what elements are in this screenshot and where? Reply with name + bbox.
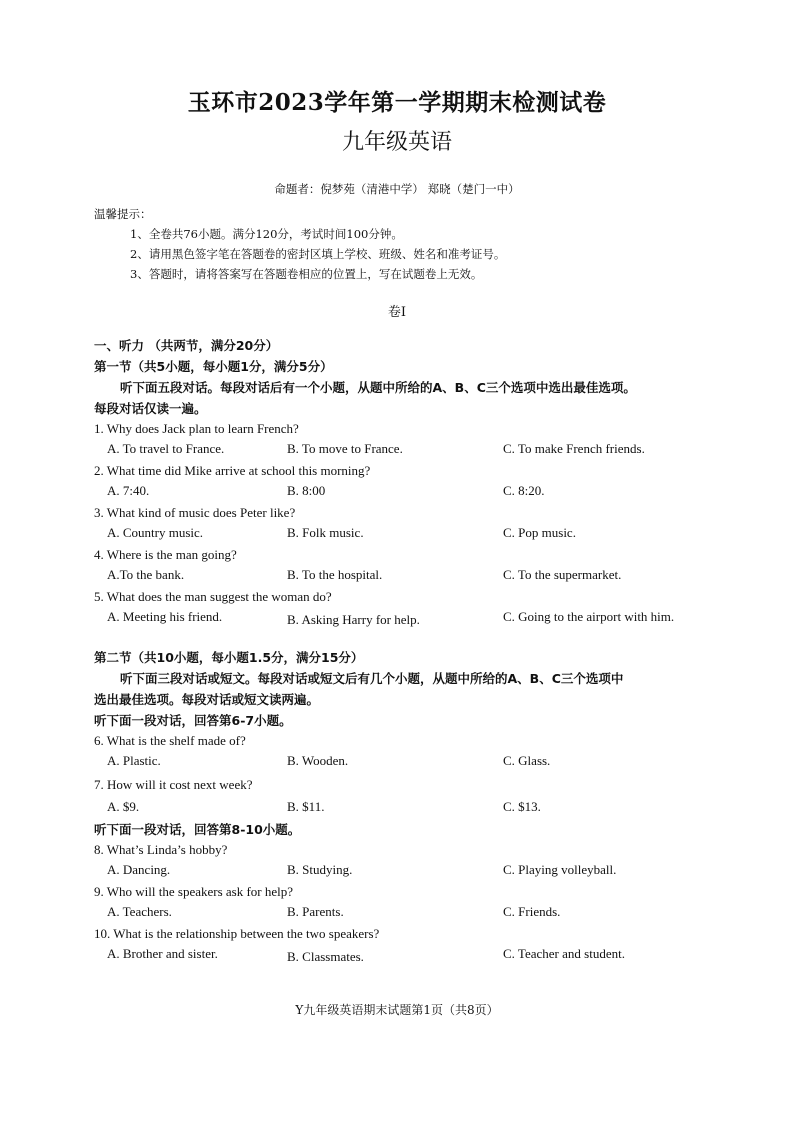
options-row: [94, 751, 714, 775]
option-c: C. Friends.: [503, 904, 561, 919]
option-c: C. To the supermarket.: [503, 567, 622, 582]
exam-subtitle: 九年级英语: [341, 130, 452, 155]
option-b: B. Classmates.: [287, 949, 364, 964]
question-block: [94, 461, 714, 503]
option-c: C. Going to the airport with him.: [503, 609, 675, 624]
option-b: B. Studying.: [287, 862, 353, 877]
question-text: 2. What time did Mike arrive at school this morning?: [94, 463, 371, 478]
option-c: C. Teacher and student.: [503, 946, 625, 961]
option-a: A. To travel to France.: [107, 441, 225, 456]
option-b: B. Wooden.: [287, 753, 349, 768]
authors-line: 命题者：倪梦苑（清港中学） 郑晓（楚门一中）: [274, 182, 520, 196]
options-row: [94, 481, 714, 503]
question-text: 6. What is the shelf made of?: [94, 733, 246, 748]
option-a: A. Teachers.: [107, 904, 172, 919]
options-row: [94, 523, 714, 545]
option-b: B. Asking Harry for help.: [287, 612, 420, 627]
option-a: A. $9.: [107, 799, 140, 814]
question-block: [94, 882, 714, 924]
option-b: B. 8:00: [287, 483, 326, 498]
question-block: [94, 419, 714, 461]
question-block: [94, 587, 714, 647]
options-row: [94, 439, 714, 461]
option-c: C. Playing volleyball.: [503, 862, 617, 877]
option-a: A. Meeting his friend.: [107, 609, 223, 624]
option-b: B. $11.: [287, 799, 325, 814]
questions-area: [94, 335, 714, 966]
section-instruction: [94, 377, 714, 419]
question-text: 7. How will it cost next week?: [94, 777, 253, 792]
section-instruction: [94, 668, 714, 710]
tips-label: 温馨提示：: [94, 207, 152, 221]
option-b: B. To move to France.: [287, 441, 403, 456]
question-text: 10. What is the relationship between the two speakers?: [94, 926, 380, 941]
options-row: [94, 944, 714, 966]
option-a: A. Brother and sister.: [107, 946, 218, 961]
tip-item: 1、全卷共76小题。满分120分，考试时间100分钟。: [130, 227, 403, 241]
section-title: 第一节（共5小题，每小题1分，满分5分）: [94, 359, 333, 374]
question-block: [94, 731, 714, 775]
options-row: [94, 860, 714, 882]
tip-item: 3、答题时，请将答案写在答题卷相应的位置上，写在试题卷上无效。: [130, 267, 483, 281]
options-row: [94, 795, 714, 819]
question-block: [94, 775, 714, 819]
group-instruction: 听下面一段对话，回答第6-7小题。: [94, 713, 292, 728]
options-row: [94, 902, 714, 924]
question-block: [94, 545, 714, 587]
question-text: 1. Why does Jack plan to learn French?: [94, 421, 299, 436]
option-c: C. Pop music.: [503, 525, 576, 540]
question-text: 4. Where is the man going?: [94, 547, 237, 562]
part-title: 一、听力 （共两节，满分20分）: [94, 338, 279, 353]
option-c: C. To make French friends.: [503, 441, 645, 456]
option-a: A. Plastic.: [107, 753, 161, 768]
section-title: 第二节（共10小题，每小题1.5分，满分15分）: [94, 650, 364, 665]
instruction-line: 听下面三段对话或短文。每段对话或短文后有几个小题，从题中所给的A、B、C三个选项中: [120, 671, 624, 686]
question-block: [94, 924, 714, 966]
options-row: [94, 565, 714, 587]
instruction-line: 选出最佳选项。每段对话或短文读两遍。: [94, 692, 320, 707]
option-a: A. Country music.: [107, 525, 204, 540]
option-a: A.To the bank.: [107, 567, 185, 582]
exam-title: 玉环市2023学年第一学期期末检测试卷: [187, 89, 607, 116]
question-text: 3. What kind of music does Peter like?: [94, 505, 296, 520]
option-a: A. Dancing.: [107, 862, 171, 877]
page-footer: Y九年级英语期末试题第1页（共8页）: [295, 1003, 499, 1017]
option-b: B. Folk music.: [287, 525, 364, 540]
question-block: [94, 840, 714, 882]
question-text: 5. What does the man suggest the woman do?: [94, 589, 332, 604]
group-instruction: 听下面一段对话，回答第8-10小题。: [94, 822, 301, 837]
instruction-line: 听下面五段对话。每段对话后有一个小题，从题中所给的A、B、C三个选项中选出最佳选项。: [120, 380, 636, 395]
option-a: A. 7:40.: [107, 483, 150, 498]
tips-block: [94, 204, 505, 284]
option-c: C. Glass.: [503, 753, 551, 768]
option-c: C. $13.: [503, 799, 541, 814]
question-text: 8. What’s Linda’s hobby?: [94, 842, 228, 857]
option-c: C. 8:20.: [503, 483, 545, 498]
tip-item: 2、请用黑色签字笔在答题卷的密封区填上学校、班级、姓名和准考证号。: [130, 247, 506, 261]
volume-label: 卷Ⅰ: [387, 305, 407, 320]
question-text: 9. Who will the speakers ask for help?: [94, 884, 294, 899]
option-b: B. Parents.: [287, 904, 344, 919]
question-block: [94, 503, 714, 545]
options-row: [94, 607, 714, 647]
option-b: B. To the hospital.: [287, 567, 383, 582]
instruction-line: 每段对话仅读一遍。: [94, 401, 207, 416]
